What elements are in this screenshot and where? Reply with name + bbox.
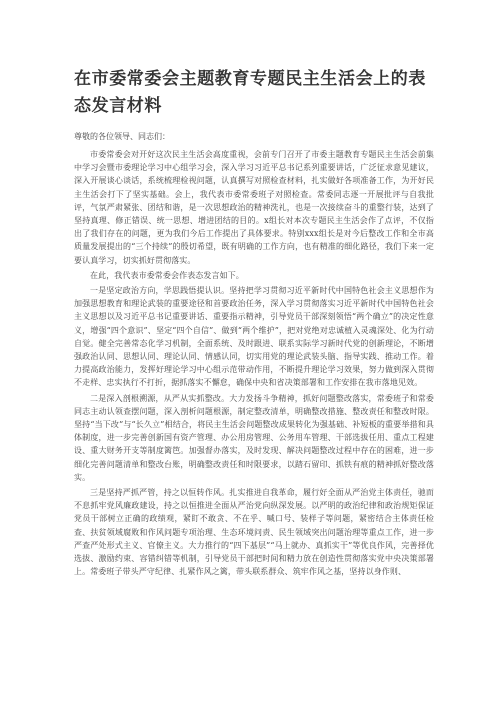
document-title: 在市委常委会主题教育专题民主生活会上的表态发言材料 (74, 69, 426, 116)
paragraph-4: 二是深入剖根溯源，从严从实抓整改。大力发扬斗争精神，抓好问题整改落实，常委班子和常委同志主动认领查摆问题，深入剖析问题根源，制定整改清单，明确整改措施、整改责任和整改时限。坚持“当下改”与“长久立”相结合，将民主生活会问题整改成果转化为强基础、补短板的重要举措和具体制度，进一步完善创新国有资产管理、办公用房管理、公务用车管理、干部选拔任用、重点工程建设、重大财务开支等制度篱笆。加强督办落实，及时发现、解决问题整改过程中存在的困难，进一步细化完善问题清单和整改台账，明确整改责任和时限要求，以踏石留印、抓铁有痕的精神抓好整改落实。 (74, 393, 434, 482)
salutation: 尊敬的各位领导、同志们： (74, 132, 170, 141)
paragraph-5: 三是坚持严抓严管，持之以恒转作风。扎实推进自我革命，履行好全面从严治党主体责任，驰而不息抓牢党风廉政建设，持之以恒推进全面从严治党向纵深发展。以严明的政治纪律和政治规矩保证党员干部树立正确的政绩观，紧盯不敢贪、不在乎、喊口号、装样子等问题，紧密结合主体责任检查、扶贫领域腐败和作风问题专项治理、生态环境问责、民生领域突出问题治理等重点工作，进一步严查严处形式主义、官僚主义。大力推行的“四下基层”“马上就办、真抓实干”等优良作风，完善择优选拔、激励约束、容错纠错等机制，引导党员干部把时间和精力放在创造性贯彻落实党中央决策部署上。常委班子带头严守纪律、扎紧作风之篱，带头联系群众、筑牢作风之基，坚持以身作则、 (74, 488, 434, 577)
paragraph-2: 在此，我代表市委常委会作表态发言如下。 (90, 270, 244, 280)
paragraph-3: 一是坚定政治方向，学思践悟提认识。坚持把学习贯彻习近平新时代中国特色社会主义思想作为加强思想教育和理论武装的重要途径和首要政治任务，深入学习贯彻落实习近平新时代中国特色社会主义思想以及习近平总书记重要讲话、重要指示精神，引导党员干部深刻领悟“两个确立”的决定性意义，增强“四个意识”、坚定“四个自信”、做到“两个维护”，把对党绝对忠诚植入灵魂深处、化为行动自觉。健全完善常态化学习机制，全面系统、及时跟进、联系实际学习新时代党的创新理论，不断增强政治认同、思想认同、理论认同、情感认同，切实用党的理论武装头脑、指导实践、推动工作。着力提高政治能力，发挥好理论学习中心组示范带动作用，不断提升理论学习效果，努力做到深入贯彻不走样、忠实执行不打折，据抓落实不懈怠，确保中央和省决策部署和工作安排在我市落地见效。 (74, 286, 434, 388)
paragraph-1: 市委常委会对开好这次民主生活会高度重视，会前专门召开了市委主题教育专题民主生活会前集中学习会暨市委理论学习中心组学习会，深入学习习近平总书记系列重要讲话，广泛征求意见建议，深入开展谈心谈话，系统梳理检视问题，认真撰写对照检查材料，扎实做好各项准备工作，为开好民主生活会打下了坚实基础。会上，我代表市委常委班子对照检查。常委同志逐一开展批评与自我批评，气氛严肃紧张、团结和谐，是一次思想政治的精神洗礼，也是一次接续奋斗的重整行装，达到了坚持真理、修正错误、统一思想、增进团结的目的。x组长对本次专题民主生活会作了点评，不仅指出了我们存在的问题，更为我们今后工作提出了具体要求。特别xxx组长是对今后整改工作和全市高质量发展提出的“三个持续”的殷切希望，既有明确的工作方向，也有精准的细化路径，我们下来一定要认真学习，切实抓好贯彻落实。 (74, 150, 434, 265)
